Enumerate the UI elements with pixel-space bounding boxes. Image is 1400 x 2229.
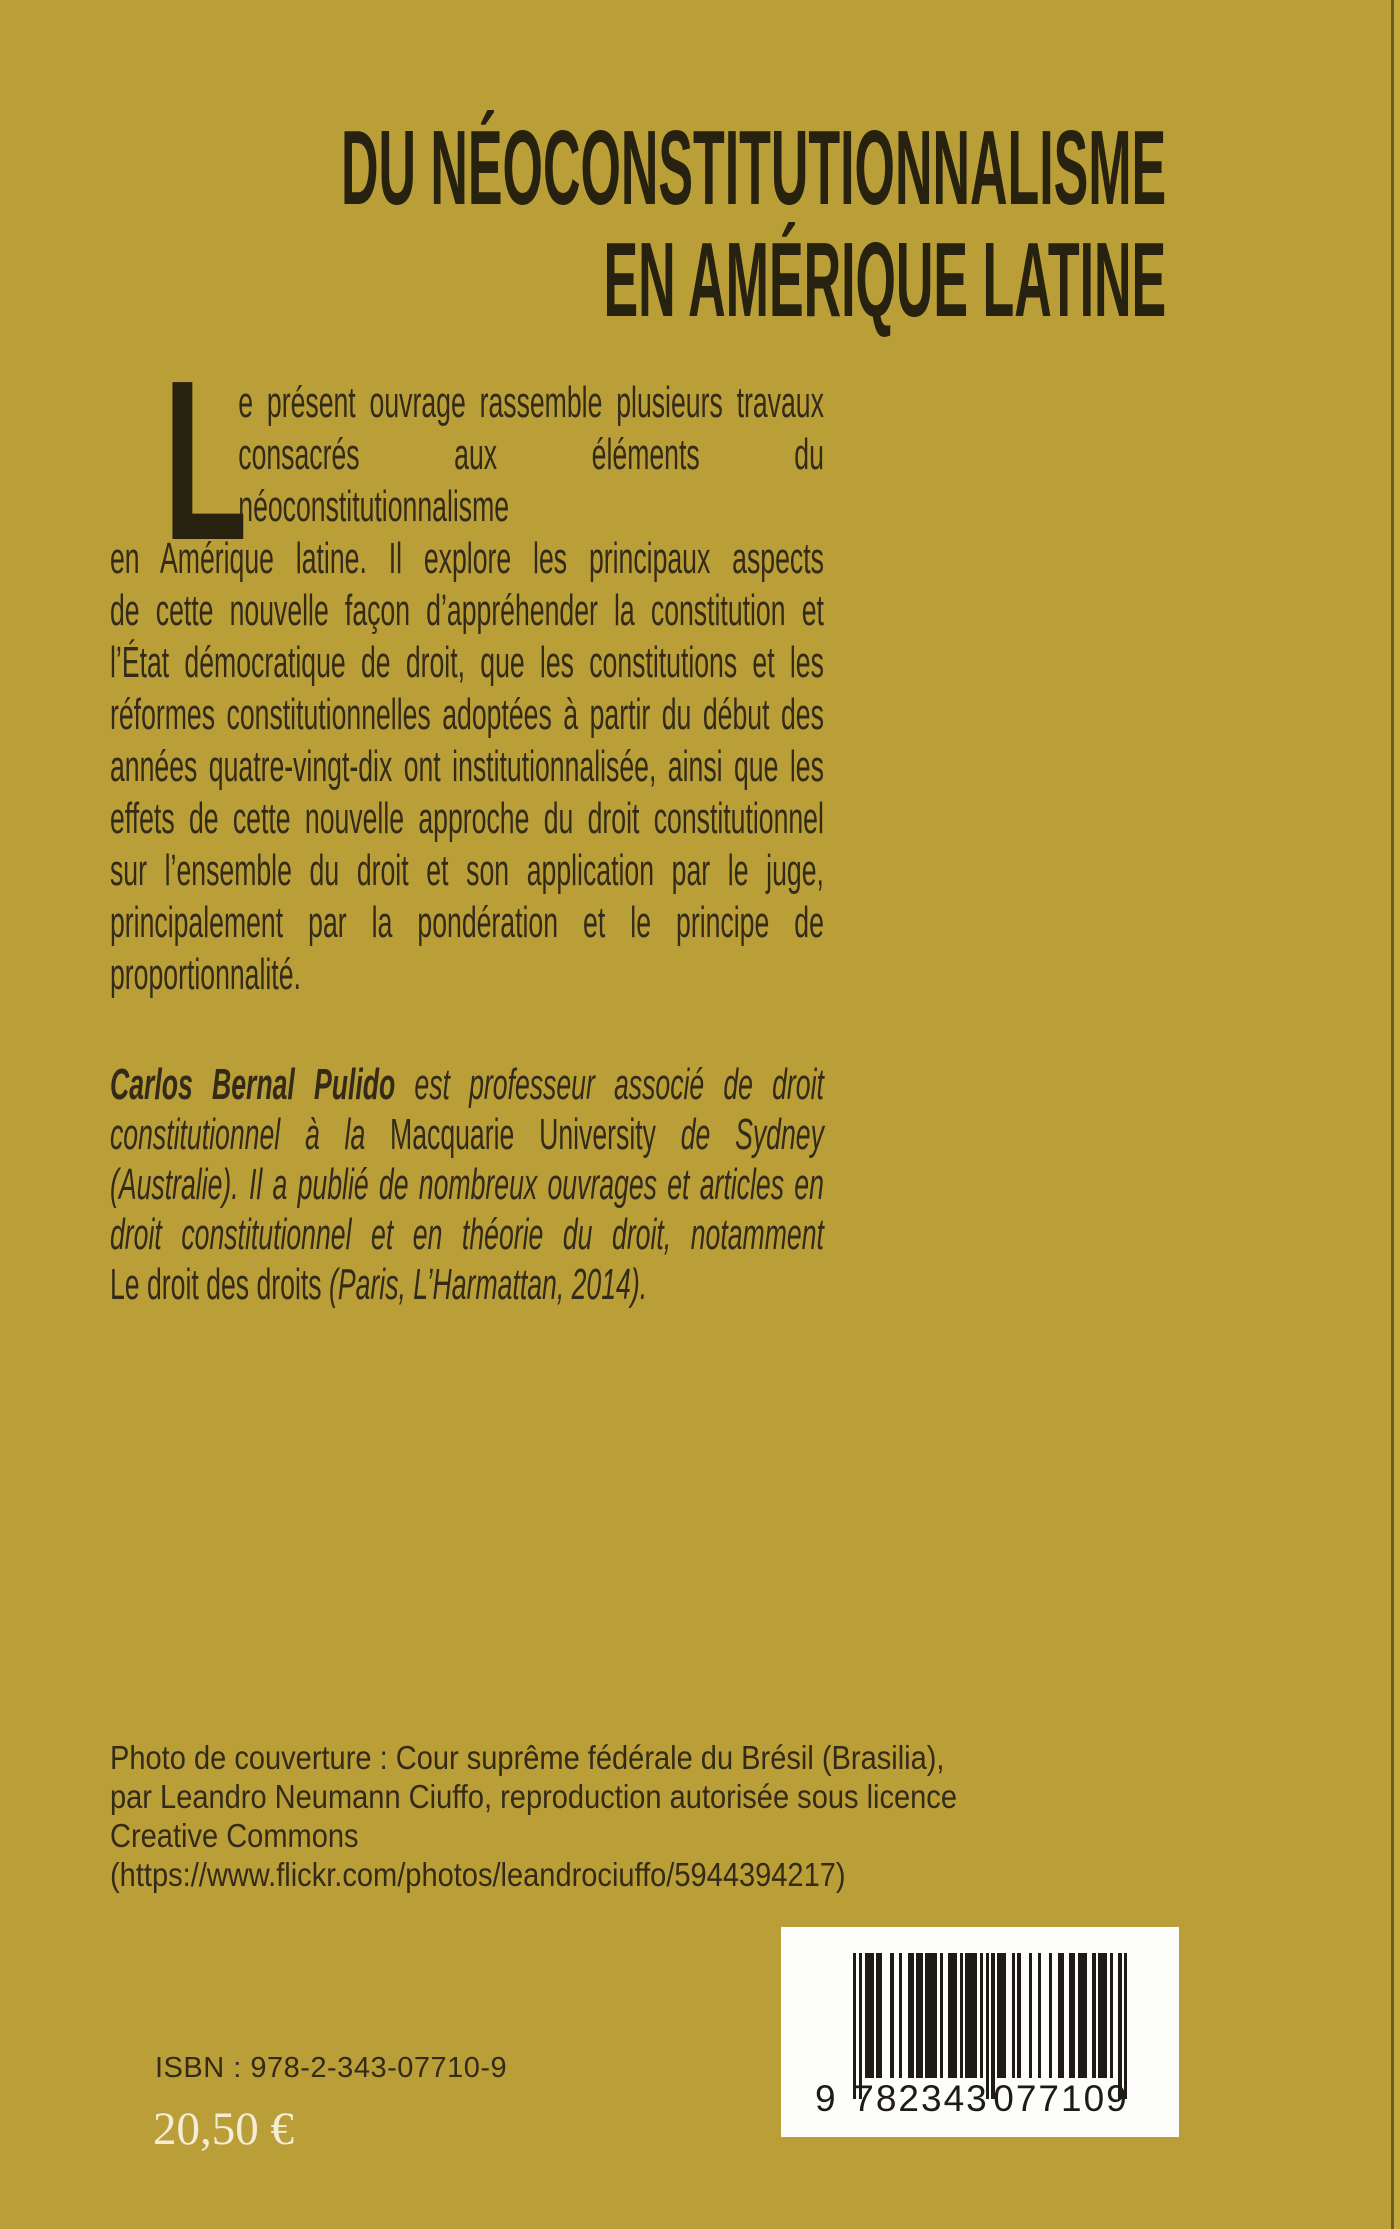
isbn-label: ISBN : 978-2-343-07710-9 xyxy=(155,2052,508,2084)
text-segment: constitutionnel à la xyxy=(110,1110,391,1159)
text-line xyxy=(110,637,824,689)
text-segment: années quatre-vingt-dix ont institutionnalisée, ainsi que les xyxy=(110,742,824,791)
barcode-bar xyxy=(940,1953,943,2078)
barcode-bar xyxy=(1092,1953,1095,2078)
text-segment: effets de cette nouvelle approche du droit constitutionnel xyxy=(110,794,824,843)
barcode-bar xyxy=(1049,1953,1052,2078)
barcode-bar xyxy=(1017,1953,1020,2078)
barcode-bar xyxy=(1029,1953,1032,2078)
text-line xyxy=(110,741,824,793)
text-line xyxy=(110,793,824,845)
barcode-bar xyxy=(879,1953,882,2078)
barcode-bar xyxy=(911,1953,914,2078)
author-bio xyxy=(110,1060,824,1310)
barcode-bar xyxy=(899,1953,902,2078)
barcode-bar xyxy=(1110,1953,1113,2078)
text-line xyxy=(110,1060,824,1110)
drop-cap: L xyxy=(163,334,248,588)
text-segment: Macquarie University xyxy=(390,1110,656,1159)
barcode-bar xyxy=(980,1953,983,2078)
text-segment: droit constitutionnel et en théorie du droit, notamment xyxy=(110,1210,824,1259)
text-segment: est professeur associé de droit xyxy=(395,1060,824,1109)
text-segment: par Leandro Neumann Ciuffo, reproduction autorisée sous licence xyxy=(110,1778,957,1815)
text-segment: principalement par la pondération et le principe de xyxy=(110,898,824,947)
barcode-bar xyxy=(954,1953,957,2078)
text-segment: réformes constitutionnelles adoptées à partir du début des xyxy=(110,690,824,739)
barcode-bar xyxy=(870,1953,873,2078)
text-segment: Photo de couverture : Cour suprême fédérale du Brésil (Brasilia), xyxy=(110,1739,945,1776)
title-line-2: EN AMÉRIQUE LATINE xyxy=(603,221,1166,339)
text-line xyxy=(110,845,824,897)
barcode-bar xyxy=(1003,1953,1006,2078)
text-line xyxy=(110,1210,824,1260)
barcode-bar xyxy=(1012,1953,1015,2078)
book-title xyxy=(340,109,1166,339)
barcode-bar xyxy=(1084,1953,1087,2078)
barcode-digit-group1: 782343 xyxy=(853,2078,989,2119)
text-line xyxy=(110,897,824,949)
text-line xyxy=(110,949,824,1001)
text-segment: (Australie). Il a publié de nombreux ouvrages et articles en xyxy=(110,1160,824,1209)
text-segment: e présent ouvrage rassemble plusieurs travaux xyxy=(238,378,824,427)
price-label: 20,50 € xyxy=(153,2103,294,2155)
barcode-bar xyxy=(890,1953,893,2078)
barcode-digit-group2: 077109 xyxy=(993,2078,1129,2119)
text-segment: Creative Commons xyxy=(110,1817,359,1854)
text-line xyxy=(110,585,824,637)
barcode-digit-first: 9 xyxy=(815,2078,836,2119)
barcode-panel xyxy=(781,1927,1179,2137)
text-line xyxy=(110,1160,824,1210)
barcode-bar xyxy=(960,1953,963,2078)
text-segment: proportionnalité. xyxy=(110,950,301,999)
text-line xyxy=(110,1855,1078,1894)
text-line xyxy=(110,1816,1078,1855)
page-edge-highlight xyxy=(1394,0,1400,2229)
barcode-bar xyxy=(1061,1953,1064,2078)
text-segment: de cette nouvelle façon d’appréhender la constitution et xyxy=(110,586,824,635)
barcode-bar xyxy=(974,1953,977,2078)
barcode-bar xyxy=(1072,1953,1075,2078)
text-line xyxy=(110,689,824,741)
barcode-bar xyxy=(919,1953,922,2078)
text-segment: Carlos Bernal Pulido xyxy=(110,1060,396,1109)
text-segment: l’État démocratique de droit, que les constitutions et les xyxy=(110,638,824,687)
text-segment: de Sydney xyxy=(655,1110,824,1159)
text-segment: en Amérique latine. Il explore les principaux aspects xyxy=(110,534,824,583)
text-segment: (Paris, L’Harmattan, 2014). xyxy=(328,1260,648,1309)
text-segment: (https://www.flickr.com/photos/leandrociuffo/5944394217) xyxy=(110,1856,846,1893)
text-segment: consacrés aux éléments du néoconstitutionnalisme xyxy=(238,430,824,531)
barcode-digits xyxy=(815,2077,1131,2123)
text-segment: Le droit des droits xyxy=(110,1260,329,1309)
text-line xyxy=(110,1110,824,1160)
text-line xyxy=(110,1738,1078,1777)
synopsis-paragraph xyxy=(110,334,824,1001)
photo-credit xyxy=(110,1738,1078,1894)
barcode-bar xyxy=(1104,1953,1107,2078)
barcode-bar xyxy=(1038,1953,1041,2078)
title-line-1: DU NÉOCONSTITUTIONNALISME xyxy=(340,109,1166,227)
text-line xyxy=(110,1260,824,1310)
text-line xyxy=(110,1777,1078,1816)
text-segment: sur l’ensemble du droit et son application par le juge, xyxy=(110,846,824,895)
barcode-bar xyxy=(934,1953,937,2078)
